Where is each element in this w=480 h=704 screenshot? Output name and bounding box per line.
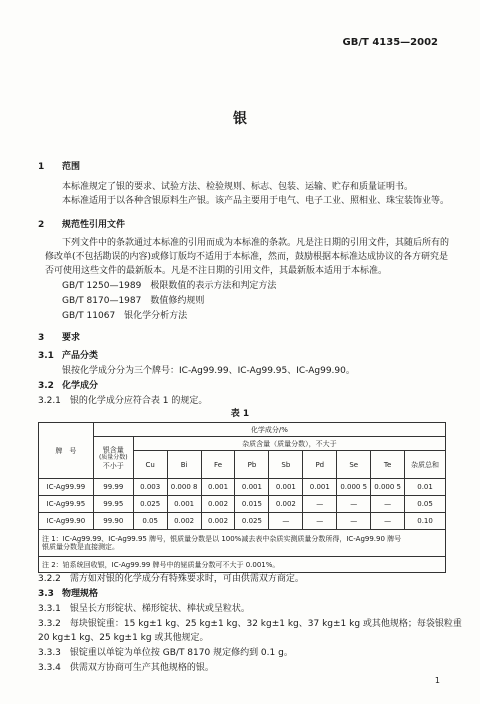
- table-cell: —: [303, 513, 337, 530]
- section-3-heading: 要求: [62, 333, 81, 343]
- table-note-1-line-1: 注 1：IC-Ag99.99、IC-Ag99.95 牌号，银质量分数是以 100%减去表中杂质实测质量分数所得，IC-Ag99.90 牌号: [42, 535, 402, 543]
- section-1-para-1: 本标准规定了银的要求、试验方法、检验规则、标志、包装、运输、贮存和质量证明书。: [62, 182, 414, 192]
- table-cell: 0.000 5: [371, 479, 405, 496]
- clause-3-3-2-line-1: 3.3.2 每块银锭重：15 kg±1 kg、25 kg±1 kg、32 kg±1 kg、37 kg±1 kg 或其他规格；每袋银粒重: [38, 619, 462, 629]
- section-3-number: 3: [38, 333, 45, 343]
- table-note-2: 注 2：铂系统回收银，IC-Ag99.99 牌号中的铋质量分数可不大于 0.001%。: [39, 557, 446, 573]
- section-2-heading: 规范性引用文件: [62, 220, 126, 230]
- clause-3-3-3: 3.3.3 银锭重以单锭为单位按 GB/T 8170 规定修约到 0.1 g。: [38, 648, 293, 658]
- table-row: [39, 513, 446, 530]
- table-cell: 0.002: [269, 496, 303, 513]
- table-cell: 0.05: [133, 513, 167, 530]
- table-note-1: [39, 530, 446, 557]
- header-silver-line-2: (质量分数): [98, 453, 128, 461]
- reference-item: GB/T 11067 银化学分析方法: [62, 311, 188, 321]
- clause-3-1-text: 银按化学成分分为三个牌号：IC-Ag99.99、IC-Ag99.95、IC-Ag99.90。: [62, 366, 355, 376]
- table-cell: 0.015: [235, 496, 269, 513]
- section-2-para-line-3: 否可使用这些文件的最新版本。凡是不注日期的引用文件，其最新版本适用于本标准。: [45, 266, 388, 276]
- table-cell: 0.001: [235, 479, 269, 496]
- table-cell: 0.002: [167, 513, 201, 530]
- table-cell: 99.95: [93, 496, 133, 513]
- table-cell: 99.99: [93, 479, 133, 496]
- table-cell: 0.01: [405, 479, 446, 496]
- section-1-para-2: 本标准适用于以各种含银原料生产银。该产品主要用于电气、电子工业、照相业、珠宝装饰业等。: [62, 196, 450, 206]
- element-header: 杂质总和: [405, 451, 446, 479]
- element-header: Se: [337, 451, 371, 479]
- header-silver-line-3: 不小于: [102, 461, 124, 470]
- table-cell: 0.001: [303, 479, 337, 496]
- header-grade: 牌 号: [39, 423, 94, 479]
- element-header: Te: [371, 451, 405, 479]
- table-cell: 0.10: [405, 513, 446, 530]
- header-chem-composition: 化学成分/%: [93, 423, 445, 437]
- clause-3-1-title: 产品分类: [62, 351, 99, 361]
- table-cell: 0.001: [201, 479, 235, 496]
- clause-3-1-number: 3.1: [38, 351, 54, 361]
- table-cell: 0.003: [133, 479, 167, 496]
- section-1-heading: 范围: [62, 162, 81, 172]
- table-cell: IC-Ag99.90: [39, 513, 94, 530]
- table-cell: IC-Ag99.99: [39, 479, 94, 496]
- table-cell: 0.002: [201, 496, 235, 513]
- table-cell: —: [371, 496, 405, 513]
- element-header: Bi: [167, 451, 201, 479]
- table-cell: 0.001: [167, 496, 201, 513]
- section-2-para-line-1: 下列文件中的条款通过本标准的引用而成为本标准的条款。凡是注日期的引用文件，其随后所有的: [62, 238, 450, 248]
- table-cell: —: [371, 513, 405, 530]
- clause-3-3-number: 3.3: [38, 589, 54, 599]
- standard-number: GB/T 4135—2002: [342, 37, 438, 48]
- clause-3-3-2-line-2: 20 kg±1 kg、25 kg±1 kg 或其他规定。: [38, 633, 209, 643]
- table-cell: 0.025: [133, 496, 167, 513]
- clause-3-2-title: 化学成分: [62, 381, 99, 391]
- section-2-para-line-2: 修改单(不包括勘误的内容)或修订版均不适用于本标准，然而，鼓励根据本标准达成协议的各方研究是: [45, 252, 449, 262]
- page-number: 1: [434, 676, 440, 685]
- element-header: Pd: [303, 451, 337, 479]
- table-cell: —: [303, 496, 337, 513]
- header-silver-line-1: 银含量: [102, 445, 124, 454]
- table-cell: 0.001: [269, 479, 303, 496]
- clause-3-2-1: 3.2.1 银的化学成分应符合表 1 的规定。: [38, 396, 208, 406]
- table-cell: 0.002: [201, 513, 235, 530]
- table-row: [39, 496, 446, 513]
- table-cell: IC-Ag99.95: [39, 496, 94, 513]
- element-header: Sb: [269, 451, 303, 479]
- clause-3-2-2: 3.2.2 需方如对银的化学成分有特殊要求时，可由供需双方商定。: [38, 574, 304, 584]
- section-2-number: 2: [38, 220, 45, 230]
- table-cell: —: [269, 513, 303, 530]
- table-cell: 0.000 8: [167, 479, 201, 496]
- clause-3-3-4: 3.3.4 供需双方协商可生产其他规格的银。: [38, 663, 214, 673]
- table-title: 表 1: [230, 409, 250, 419]
- reference-item: GB/T 8170—1987 数值修约规则: [62, 296, 205, 306]
- clause-3-2-number: 3.2: [38, 381, 54, 391]
- reference-item: GB/T 1250—1989 极限数值的表示方法和判定方法: [62, 281, 277, 291]
- table-cell: 0.025: [235, 513, 269, 530]
- table-cell: —: [337, 496, 371, 513]
- page-title: 银: [233, 111, 247, 127]
- clause-3-3-1: 3.3.1 银呈长方形锭状、梯形锭状、棒状或呈粒状。: [38, 604, 250, 614]
- table-cell: 99.90: [93, 513, 133, 530]
- table-note-1-line-2: 银质量分数是直接测定。: [42, 543, 119, 551]
- table-row: [39, 479, 446, 496]
- element-header: Pb: [235, 451, 269, 479]
- chemical-composition-table: [38, 422, 446, 573]
- table-cell: 0.000 5: [337, 479, 371, 496]
- header-impurity: 杂质含量（质量分数），不大于: [133, 437, 445, 451]
- element-header: Cu: [133, 451, 167, 479]
- clause-3-3-title: 物理规格: [62, 589, 99, 599]
- table-cell: 0.05: [405, 496, 446, 513]
- table-cell: —: [337, 513, 371, 530]
- header-silver-content: [93, 437, 133, 479]
- element-header: Fe: [201, 451, 235, 479]
- section-1-number: 1: [38, 162, 45, 172]
